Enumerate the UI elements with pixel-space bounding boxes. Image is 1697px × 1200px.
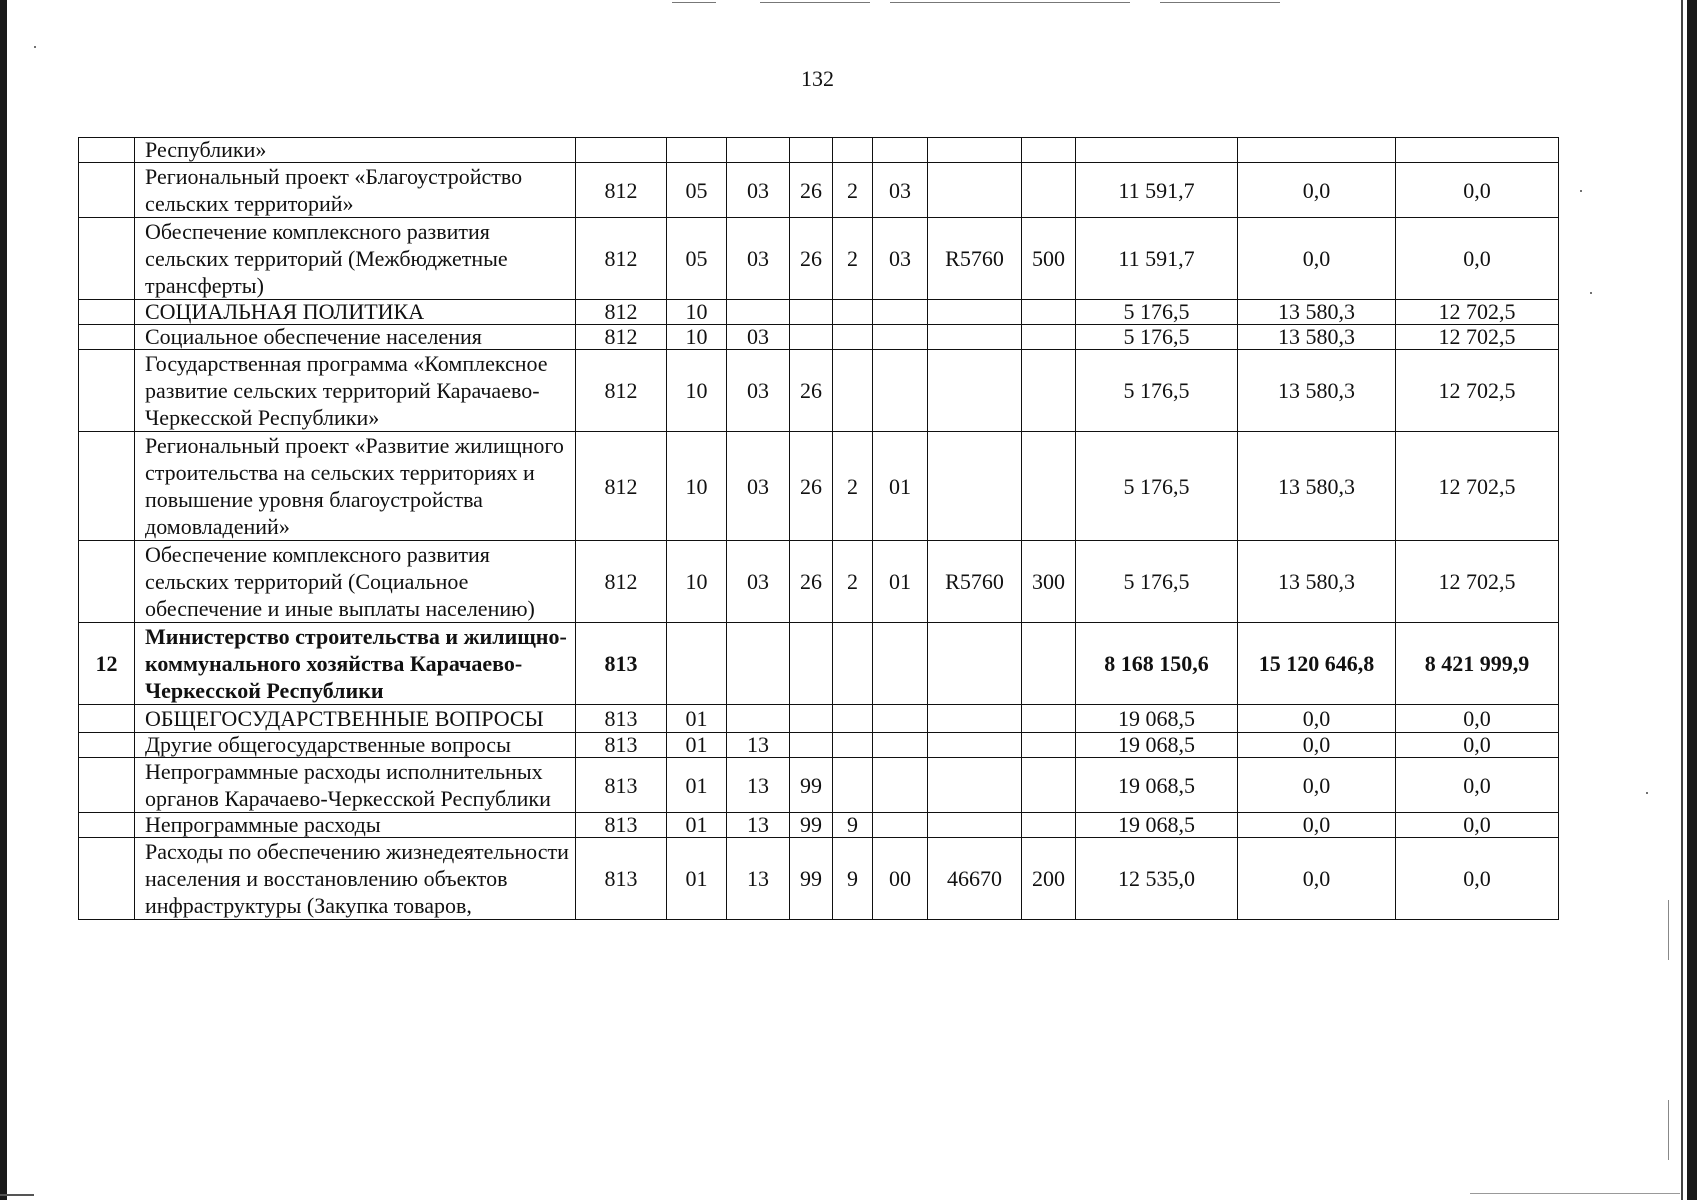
direction-code-cell: 46670 xyxy=(928,838,1022,920)
program-code-cell xyxy=(790,325,833,350)
subprogram-code-cell xyxy=(833,733,873,758)
amount-year3-cell: 0,0 xyxy=(1396,813,1559,838)
item-name-cell: Расходы по обеспечению жизнедеятельности населения и восстановлению объектов инфраструктуры (Закупка товаров, xyxy=(135,838,576,920)
row-number-cell: 12 xyxy=(79,623,135,705)
program-code-cell xyxy=(790,300,833,325)
subprogram-code-cell xyxy=(833,325,873,350)
direction-code-cell xyxy=(928,350,1022,432)
item-name-cell: Министерство строительства и жилищно-коммунального хозяйства Карачаево-Черкесской Республики xyxy=(135,623,576,705)
direction-code-cell xyxy=(928,325,1022,350)
direction-code-cell xyxy=(928,623,1022,705)
amount-year1-cell xyxy=(1076,138,1238,163)
project-code-cell: 03 xyxy=(873,163,928,218)
item-name-cell: Обеспечение комплексного развития сельских территорий (Социальное обеспечение и иные выплаты населению) xyxy=(135,541,576,623)
amount-year3-cell: 0,0 xyxy=(1396,758,1559,813)
subsection-code-cell: 03 xyxy=(727,541,790,623)
amount-year2-cell: 13 580,3 xyxy=(1238,432,1396,541)
subprogram-code-cell xyxy=(833,300,873,325)
amount-year2-cell: 0,0 xyxy=(1238,163,1396,218)
project-code-cell xyxy=(873,350,928,432)
direction-code-cell xyxy=(928,758,1022,813)
amount-year3-cell: 0,0 xyxy=(1396,218,1559,300)
amount-year1-cell: 5 176,5 xyxy=(1076,350,1238,432)
expense-type-cell xyxy=(1022,432,1076,541)
section-code-cell xyxy=(667,138,727,163)
subsection-code-cell: 03 xyxy=(727,325,790,350)
amount-year3-cell: 12 702,5 xyxy=(1396,350,1559,432)
program-code-cell: 26 xyxy=(790,163,833,218)
item-name-cell: СОЦИАЛЬНАЯ ПОЛИТИКА xyxy=(135,300,576,325)
amount-year3-cell xyxy=(1396,138,1559,163)
expense-type-cell xyxy=(1022,733,1076,758)
table-row xyxy=(79,432,1559,541)
section-code-cell: 10 xyxy=(667,300,727,325)
amount-year3-cell: 0,0 xyxy=(1396,733,1559,758)
table-row xyxy=(79,733,1559,758)
table-row xyxy=(79,325,1559,350)
program-code-cell xyxy=(790,623,833,705)
subprogram-code-cell: 2 xyxy=(833,541,873,623)
row-number-cell xyxy=(79,138,135,163)
section-code-cell: 01 xyxy=(667,705,727,733)
project-code-cell xyxy=(873,325,928,350)
direction-code-cell xyxy=(928,733,1022,758)
expense-type-cell xyxy=(1022,350,1076,432)
scan-edge-right-inner xyxy=(1681,0,1683,1200)
table-row xyxy=(79,813,1559,838)
ministry-code-cell: 812 xyxy=(576,218,667,300)
page-number: 132 xyxy=(801,66,834,91)
project-code-cell: 00 xyxy=(873,838,928,920)
amount-year2-cell: 0,0 xyxy=(1238,218,1396,300)
section-code-cell: 10 xyxy=(667,325,727,350)
subprogram-code-cell: 9 xyxy=(833,813,873,838)
project-code-cell xyxy=(873,300,928,325)
amount-year1-cell: 12 535,0 xyxy=(1076,838,1238,920)
project-code-cell: 01 xyxy=(873,541,928,623)
row-number-cell xyxy=(79,432,135,541)
project-code-cell xyxy=(873,733,928,758)
row-number-cell xyxy=(79,705,135,733)
direction-code-cell: R5760 xyxy=(928,541,1022,623)
item-name-cell: ОБЩЕГОСУДАРСТВЕННЫЕ ВОПРОСЫ xyxy=(135,705,576,733)
ministry-code-cell: 812 xyxy=(576,432,667,541)
subprogram-code-cell xyxy=(833,350,873,432)
ministry-code-cell: 812 xyxy=(576,300,667,325)
scan-edge-left xyxy=(0,0,7,1200)
subprogram-code-cell: 2 xyxy=(833,432,873,541)
row-number-cell xyxy=(79,300,135,325)
table-row xyxy=(79,218,1559,300)
ministry-code-cell: 813 xyxy=(576,623,667,705)
amount-year2-cell: 13 580,3 xyxy=(1238,325,1396,350)
table-row xyxy=(79,300,1559,325)
ministry-code-cell: 813 xyxy=(576,813,667,838)
section-code-cell: 01 xyxy=(667,838,727,920)
section-code-cell: 05 xyxy=(667,218,727,300)
section-code-cell: 10 xyxy=(667,350,727,432)
ministry-code-cell: 812 xyxy=(576,163,667,218)
amount-year1-cell: 5 176,5 xyxy=(1076,541,1238,623)
amount-year1-cell: 5 176,5 xyxy=(1076,300,1238,325)
scan-speck xyxy=(1580,190,1582,192)
project-code-cell xyxy=(873,138,928,163)
scan-edge-right xyxy=(1687,0,1697,1200)
scan-dash xyxy=(760,2,870,3)
ministry-code-cell: 813 xyxy=(576,705,667,733)
ministry-code-cell: 812 xyxy=(576,350,667,432)
scan-bottom-mark xyxy=(0,1194,34,1196)
subsection-code-cell: 13 xyxy=(727,733,790,758)
scan-bottom-line xyxy=(1470,1193,1680,1194)
program-code-cell: 26 xyxy=(790,350,833,432)
ministry-code-cell: 813 xyxy=(576,838,667,920)
expense-type-cell xyxy=(1022,163,1076,218)
scan-speck xyxy=(34,46,36,48)
section-code-cell: 01 xyxy=(667,813,727,838)
expense-type-cell xyxy=(1022,300,1076,325)
scan-dash xyxy=(672,2,716,3)
item-name-cell: Социальное обеспечение населения xyxy=(135,325,576,350)
table-row xyxy=(79,163,1559,218)
budget-table-body xyxy=(79,138,1559,920)
amount-year1-cell: 11 591,7 xyxy=(1076,163,1238,218)
amount-year2-cell: 13 580,3 xyxy=(1238,300,1396,325)
ministry-code-cell: 812 xyxy=(576,325,667,350)
scan-dash xyxy=(1160,2,1280,3)
expense-type-cell xyxy=(1022,325,1076,350)
table-row xyxy=(79,350,1559,432)
amount-year2-cell: 13 580,3 xyxy=(1238,350,1396,432)
row-number-cell xyxy=(79,541,135,623)
project-code-cell xyxy=(873,705,928,733)
subsection-code-cell: 03 xyxy=(727,350,790,432)
amount-year2-cell: 15 120 646,8 xyxy=(1238,623,1396,705)
amount-year1-cell: 5 176,5 xyxy=(1076,432,1238,541)
row-number-cell xyxy=(79,163,135,218)
project-code-cell xyxy=(873,813,928,838)
subprogram-code-cell: 2 xyxy=(833,218,873,300)
subsection-code-cell xyxy=(727,300,790,325)
project-code-cell: 01 xyxy=(873,432,928,541)
subsection-code-cell xyxy=(727,705,790,733)
amount-year2-cell: 0,0 xyxy=(1238,758,1396,813)
amount-year1-cell: 19 068,5 xyxy=(1076,733,1238,758)
scan-speck xyxy=(1590,292,1592,294)
scan-dash xyxy=(890,2,1130,3)
amount-year1-cell: 5 176,5 xyxy=(1076,325,1238,350)
expense-type-cell xyxy=(1022,813,1076,838)
expense-type-cell xyxy=(1022,138,1076,163)
amount-year2-cell: 0,0 xyxy=(1238,705,1396,733)
program-code-cell: 26 xyxy=(790,218,833,300)
amount-year2-cell xyxy=(1238,138,1396,163)
expense-type-cell xyxy=(1022,705,1076,733)
subprogram-code-cell xyxy=(833,623,873,705)
program-code-cell: 99 xyxy=(790,838,833,920)
expense-type-cell xyxy=(1022,623,1076,705)
row-number-cell xyxy=(79,838,135,920)
ministry-code-cell xyxy=(576,138,667,163)
expense-type-cell: 500 xyxy=(1022,218,1076,300)
amount-year1-cell: 19 068,5 xyxy=(1076,758,1238,813)
table-row xyxy=(79,838,1559,920)
expense-type-cell xyxy=(1022,758,1076,813)
amount-year2-cell: 13 580,3 xyxy=(1238,541,1396,623)
amount-year3-cell: 12 702,5 xyxy=(1396,432,1559,541)
table-row xyxy=(79,758,1559,813)
amount-year1-cell: 8 168 150,6 xyxy=(1076,623,1238,705)
subprogram-code-cell: 2 xyxy=(833,163,873,218)
section-code-cell: 05 xyxy=(667,163,727,218)
program-code-cell: 26 xyxy=(790,432,833,541)
direction-code-cell xyxy=(928,163,1022,218)
table-row xyxy=(79,623,1559,705)
subsection-code-cell: 13 xyxy=(727,758,790,813)
amount-year3-cell: 8 421 999,9 xyxy=(1396,623,1559,705)
table-row xyxy=(79,138,1559,163)
amount-year3-cell: 0,0 xyxy=(1396,163,1559,218)
direction-code-cell xyxy=(928,300,1022,325)
subprogram-code-cell: 9 xyxy=(833,838,873,920)
direction-code-cell xyxy=(928,813,1022,838)
program-code-cell xyxy=(790,705,833,733)
ministry-code-cell: 813 xyxy=(576,733,667,758)
budget-table xyxy=(78,137,1559,920)
program-code-cell xyxy=(790,733,833,758)
subprogram-code-cell xyxy=(833,705,873,733)
section-code-cell: 01 xyxy=(667,733,727,758)
expense-type-cell: 300 xyxy=(1022,541,1076,623)
row-number-cell xyxy=(79,758,135,813)
table-row xyxy=(79,705,1559,733)
item-name-cell: Республики» xyxy=(135,138,576,163)
row-number-cell xyxy=(79,350,135,432)
subsection-code-cell: 03 xyxy=(727,432,790,541)
subsection-code-cell: 03 xyxy=(727,163,790,218)
row-number-cell xyxy=(79,325,135,350)
item-name-cell: Другие общегосударственные вопросы xyxy=(135,733,576,758)
table-row xyxy=(79,541,1559,623)
direction-code-cell xyxy=(928,705,1022,733)
section-code-cell: 01 xyxy=(667,758,727,813)
amount-year3-cell: 12 702,5 xyxy=(1396,300,1559,325)
scan-vertical-dash xyxy=(1668,900,1669,960)
scan-speck xyxy=(1646,792,1648,794)
program-code-cell: 26 xyxy=(790,541,833,623)
row-number-cell xyxy=(79,813,135,838)
amount-year3-cell: 12 702,5 xyxy=(1396,325,1559,350)
subsection-code-cell: 03 xyxy=(727,218,790,300)
program-code-cell: 99 xyxy=(790,758,833,813)
amount-year1-cell: 19 068,5 xyxy=(1076,705,1238,733)
project-code-cell: 03 xyxy=(873,218,928,300)
program-code-cell: 99 xyxy=(790,813,833,838)
ministry-code-cell: 812 xyxy=(576,541,667,623)
section-code-cell xyxy=(667,623,727,705)
item-name-cell: Региональный проект «Благоустройство сельских территорий» xyxy=(135,163,576,218)
item-name-cell: Непрограммные расходы исполнительных органов Карачаево-Черкесской Республики xyxy=(135,758,576,813)
amount-year3-cell: 12 702,5 xyxy=(1396,541,1559,623)
amount-year1-cell: 19 068,5 xyxy=(1076,813,1238,838)
amount-year2-cell: 0,0 xyxy=(1238,733,1396,758)
direction-code-cell: R5760 xyxy=(928,218,1022,300)
expense-type-cell: 200 xyxy=(1022,838,1076,920)
amount-year2-cell: 0,0 xyxy=(1238,838,1396,920)
subsection-code-cell xyxy=(727,623,790,705)
subsection-code-cell: 13 xyxy=(727,838,790,920)
item-name-cell: Обеспечение комплексного развития сельских территорий (Межбюджетные трансферты) xyxy=(135,218,576,300)
amount-year2-cell: 0,0 xyxy=(1238,813,1396,838)
program-code-cell xyxy=(790,138,833,163)
subprogram-code-cell xyxy=(833,758,873,813)
project-code-cell xyxy=(873,623,928,705)
subprogram-code-cell xyxy=(833,138,873,163)
section-code-cell: 10 xyxy=(667,541,727,623)
direction-code-cell xyxy=(928,432,1022,541)
amount-year1-cell: 11 591,7 xyxy=(1076,218,1238,300)
row-number-cell xyxy=(79,733,135,758)
scan-vertical-dash xyxy=(1668,1100,1669,1160)
item-name-cell: Государственная программа «Комплексное развитие сельских территорий Карачаево-Черкесской Республики» xyxy=(135,350,576,432)
item-name-cell: Региональный проект «Развитие жилищного строительства на сельских территориях и повышение уровня благоустройства домовладений» xyxy=(135,432,576,541)
row-number-cell xyxy=(79,218,135,300)
amount-year3-cell: 0,0 xyxy=(1396,705,1559,733)
direction-code-cell xyxy=(928,138,1022,163)
subsection-code-cell xyxy=(727,138,790,163)
amount-year3-cell: 0,0 xyxy=(1396,838,1559,920)
item-name-cell: Непрограммные расходы xyxy=(135,813,576,838)
ministry-code-cell: 813 xyxy=(576,758,667,813)
subsection-code-cell: 13 xyxy=(727,813,790,838)
section-code-cell: 10 xyxy=(667,432,727,541)
project-code-cell xyxy=(873,758,928,813)
